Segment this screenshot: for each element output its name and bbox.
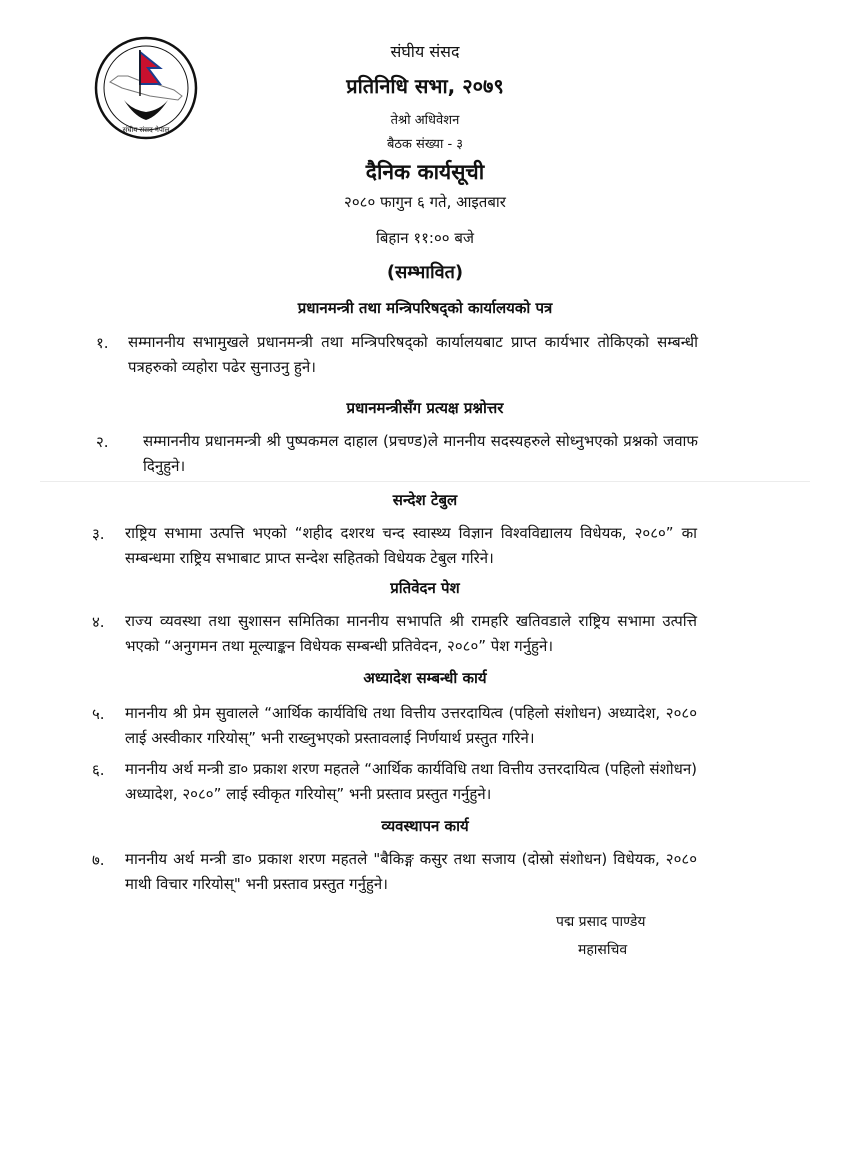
agenda-item: राज्य व्यवस्था तथा सुशासन समितिका माननीय सभापति श्री रामहरि खतिवडाले राष्ट्रिय सभामा उत्पत्ति भएको “अनुगमन तथा मूल्याङ्कन विधेयक सम्बन्धी प्रतिवेदन, २०८०” पेश गर्नुहुने। <box>125 612 697 655</box>
item-number: ७. <box>92 851 105 869</box>
item-number: ५. <box>92 705 105 723</box>
agenda-item: माननीय अर्थ मन्त्री डा० प्रकाश शरण महतले "बैकिङ्ग कसुर तथा सजाय (दोस्रो संशोधन) विधेयक, २०८० माथी विचार गरियोस्" भनी प्रस्ताव प्रस्तुत गर्नुहुने। <box>125 850 697 893</box>
item-number: ३. <box>92 525 105 543</box>
header-line-time: बिहान ११:०० बजे <box>375 229 475 247</box>
agenda-item: माननीय श्री प्रेम सुवालले “आर्थिक कार्यविधि तथा वित्तीय उत्तरदायित्व (पहिलो संशोधन) अध्यादेश, २०८० लाई अस्वीकार गरियोस्” भनी राख्नुभएको प्रस्तावलाई निर्णयार्थ प्रस्तुत गरिने। <box>125 704 697 747</box>
section-title: प्रतिवेदन पेश <box>390 579 460 597</box>
header-line-house: प्रतिनिधि सभा, २०७९ <box>346 74 504 98</box>
agenda-item: सम्माननीय सभामुखले प्रधानमन्त्री तथा मन्त्रिपरिषद्को कार्यालयबाट प्राप्त कार्यभार तोकिएको सम्बन्धी पत्रहरुको व्यहोरा पढेर सुनाउनु हुने। <box>128 333 698 376</box>
agenda-item: सम्माननीय प्रधानमन्त्री श्री पुष्पकमल दाहाल (प्रचण्ड)ले माननीय सदस्यहरुले सोध्नुभएको प्रश्नको जवाफ दिनुहुने। <box>143 432 698 475</box>
agenda-item: राष्ट्रिय सभामा उत्पत्ति भएको “शहीद दशरथ चन्द स्वास्थ्य विज्ञान विश्वविद्यालय विधेयक, २०८०” का सम्बन्धमा राष्ट्रिय सभाबाट प्राप्त सन्देश सहितको विधेयक टेबुल गरिने। <box>125 524 697 567</box>
agenda-item: माननीय अर्थ मन्त्री डा० प्रकाश शरण महतले “आर्थिक कार्यविधि तथा वित्तीय उत्तरदायित्व (पहिलो संशोधन) अध्यादेश, २०८०” लाई स्वीकृत गरियोस्” भनी प्रस्ताव प्रस्तुत गर्नुहुने। <box>125 760 697 803</box>
section-title: अध्यादेश सम्बन्धी कार्य <box>363 669 487 687</box>
section-title: सन्देश टेबुल <box>392 491 458 509</box>
signatory-title: महासचिव <box>578 942 628 958</box>
section-title: प्रधानमन्त्री तथा मन्त्रिपरिषद्को कार्यालयको पत्र <box>297 299 553 317</box>
item-number: १. <box>96 334 109 352</box>
header-line-session: तेश्रो अधिवेशन <box>390 113 460 128</box>
item-number: ६. <box>92 761 105 779</box>
item-number: ४. <box>92 613 105 631</box>
emblem-text: संघीय संसद नेपाल <box>122 126 170 134</box>
divider <box>40 481 810 482</box>
header-line-meeting-number: बैठक संख्या - ३ <box>386 137 464 152</box>
signatory-name: पद्म प्रसाद पाण्डेय <box>556 914 646 930</box>
header-line-date: २०८० फागुन ६ गते, आइतबार <box>344 193 506 211</box>
section-title: व्यवस्थापन कार्य <box>381 817 469 835</box>
header-line-federal-parliament: संघीय संसद <box>390 42 460 61</box>
header-line-daily-agenda: दैनिक कार्यसूची <box>365 160 485 184</box>
header-line-tentative: (सम्भावित) <box>386 262 464 283</box>
section-title: प्रधानमन्त्रीसँग प्रत्यक्ष प्रश्नोत्तर <box>346 399 504 417</box>
item-number: २. <box>96 433 109 451</box>
